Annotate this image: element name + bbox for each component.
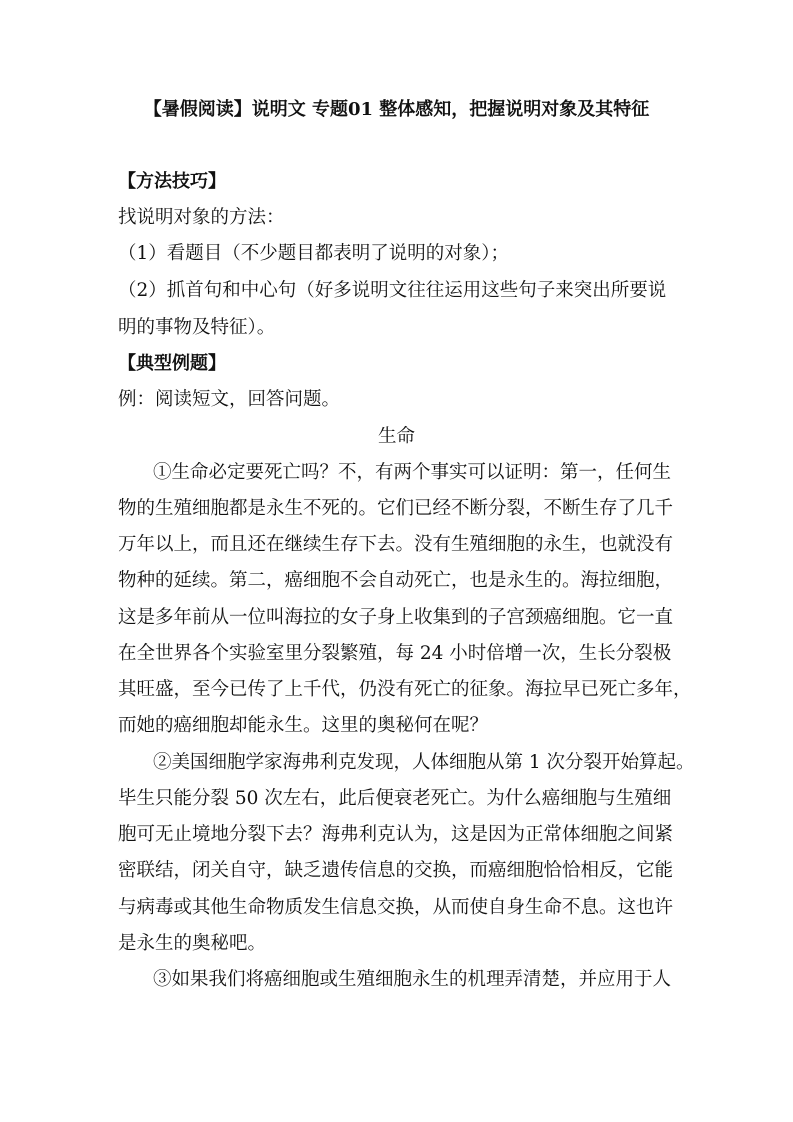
- paragraph-1-line-7: 其旺盛，至今已传了上千代，仍没有死亡的征象。海拉早已死亡多年，: [118, 679, 692, 700]
- example-prompt: 例：阅读短文，回答问题。: [118, 389, 341, 410]
- paragraph-1-line-3: 万年以上，而且还在继续生存下去。没有生殖细胞的永生，也就没有: [118, 534, 674, 555]
- method-item-2-line-1: （2）抓首句和中心句（好多说明文往往运用这些句子来突出所要说: [118, 280, 667, 301]
- paragraph-1-line-1: ①生命必定要死亡吗？不，有两个事实可以证明：第一，任何生: [153, 462, 672, 483]
- paragraph-1-line-4: 物种的延续。第二，癌细胞不会自动死亡，也是永生的。海拉细胞，: [118, 570, 674, 591]
- paragraph-2-line-4: 密联结，闭关自守，缺乏遗传信息的交换，而癌细胞恰恰相反，它能: [118, 860, 674, 881]
- paragraph-1-line-2: 物的生殖细胞都是永生不死的。它们已经不断分裂，不断生存了几千: [118, 498, 674, 519]
- paragraph-2-line-1: ②美国细胞学家海弗利克发现，人体细胞从第 1 次分裂开始算起。: [153, 752, 695, 773]
- method-item-2-line-2: 明的事物及特征）。: [118, 317, 276, 338]
- passage-title: 生命: [377, 426, 415, 447]
- method-intro: 找说明对象的方法：: [118, 207, 285, 228]
- paragraph-1-line-5: 这是多年前从一位叫海拉的女子身上收集到的子宫颈癌细胞。它一直: [118, 607, 674, 628]
- paragraph-1-line-6: 在全世界各个实验室里分裂繁殖，每 24 小时倍增一次，生长分裂极: [118, 643, 672, 664]
- paragraph-1-line-8: 而她的癌细胞却能永生。这里的奥秘何在呢？: [118, 715, 489, 736]
- method-item-1: （1）看题目（不少题目都表明了说明的对象）；: [118, 243, 510, 264]
- paragraph-2-line-3: 胞可无止境地分裂下去？海弗利克认为，这是因为正常体细胞之间紧: [118, 824, 674, 845]
- paragraph-2-line-2: 毕生只能分裂 50 次左右，此后便衰老死亡。为什么癌细胞与生殖细: [118, 788, 672, 809]
- method-heading: 【方法技巧】: [118, 171, 226, 192]
- document-title: 【暑假阅读】说明文 专题01 整体感知，把握说明对象及其特征: [143, 99, 650, 120]
- paragraph-2-line-6: 是永生的奥秘吧。: [118, 933, 267, 954]
- paragraph-2-line-5: 与病毒或其他生命物质发生信息交换，从而使自身生命不息。这也许: [118, 897, 674, 918]
- example-heading: 【典型例题】: [118, 353, 226, 374]
- paragraph-3-line-1: ③如果我们将癌细胞或生殖细胞永生的机理弄清楚，并应用于人: [153, 969, 672, 990]
